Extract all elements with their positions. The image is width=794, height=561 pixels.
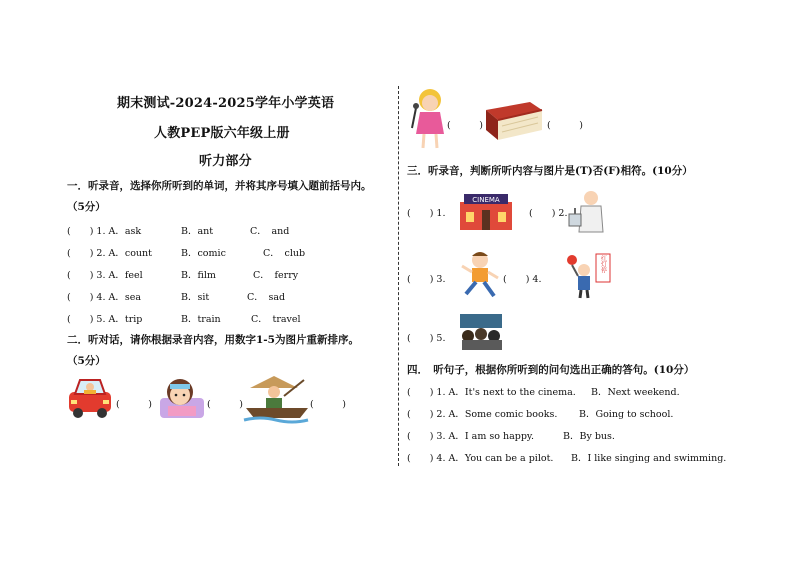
- s3-item-4: ( ) 4.: [503, 274, 542, 285]
- s1-q3-option-a: ( ) 3. A．feel: [67, 270, 143, 281]
- s1-q5-option-b: B．train: [181, 314, 221, 325]
- singing-girl-picture: [410, 88, 446, 150]
- s4-q2-option-b: B．Going to school.: [579, 409, 674, 420]
- exam-part-title: 听力部分: [199, 154, 252, 169]
- s1-q1-option-a: ( ) 1. A．ask: [67, 226, 142, 237]
- s1-q4-option-b: B．sit: [181, 292, 210, 303]
- people-watching-film-picture: [458, 312, 504, 352]
- section3-heading: 三．听录音，判断所听内容与图片是(T)否(F)相符。(10分）: [407, 165, 693, 177]
- running-boy-picture: [458, 250, 502, 300]
- dictionary-book-picture: [482, 100, 544, 142]
- cinema-sign-text: CINEMA: [472, 196, 500, 204]
- s1-q3-option-b: B．film: [181, 270, 216, 281]
- s3-item-2: ( ) 2.: [529, 208, 568, 219]
- s4-q4-option-b: B．I like singing and swimming.: [571, 453, 727, 464]
- s1-q2-option-c: C． club: [263, 248, 306, 259]
- exam-title: 期末测试-2024-2025学年小学英语: [117, 96, 335, 111]
- scientist-doctor-picture: [567, 188, 607, 234]
- s1-q4-option-a: ( ) 4. A．sea: [67, 292, 142, 303]
- s2-blank-5[interactable]: ( ): [547, 120, 583, 131]
- s2-blank-1[interactable]: ( ): [116, 399, 152, 410]
- traffic-stop-boy-picture: [566, 252, 612, 298]
- s3-item-1: ( ) 1.: [407, 208, 446, 219]
- section2-points: （5分）: [67, 355, 106, 367]
- s3-item-3: ( ) 3.: [407, 274, 446, 285]
- column-divider: [398, 86, 399, 466]
- s1-q5-option-a: ( ) 5. A．trip: [67, 314, 143, 325]
- sick-girl-in-bed-picture: [158, 374, 206, 420]
- section1-heading: 一．听录音，选择你所听到的单词，并将其序号填入题前括号内。: [67, 180, 372, 192]
- s1-q1-option-c: C． and: [250, 226, 290, 237]
- s3-item-5: ( ) 5.: [407, 333, 446, 344]
- s4-q2-option-a: ( ) 2. A．Some comic books.: [407, 409, 558, 420]
- section1-points: （5分）: [67, 201, 106, 213]
- s2-blank-3[interactable]: ( ): [310, 399, 346, 410]
- s1-q4-option-c: C． sad: [247, 292, 286, 303]
- s4-q3-option-b: B．By bus.: [563, 431, 615, 442]
- boat-fisherman-picture: [244, 372, 310, 424]
- section4-heading: 四． 听句子，根据你所听到的问句选出正确的答句。(10分）: [407, 364, 695, 376]
- s1-q2-option-b: B．comic: [181, 248, 226, 259]
- s4-q3-option-a: ( ) 3. A．I am so happy.: [407, 431, 535, 442]
- s1-q5-option-c: C． travel: [251, 314, 301, 325]
- cinema-building-picture: [458, 188, 514, 232]
- s4-q1-option-a: ( ) 1. A．It's next to the cinema.: [407, 387, 576, 398]
- s2-blank-2[interactable]: ( ): [207, 399, 243, 410]
- s4-q1-option-b: B．Next weekend.: [591, 387, 680, 398]
- red-light-sign-text: 红灯停: [599, 255, 607, 273]
- s1-q2-option-a: ( ) 2. A．count: [67, 248, 152, 259]
- section2-heading: 二．听对话，请你根据录音内容，用数字1-5为图片重新排序。: [67, 334, 359, 346]
- s1-q3-option-c: C． ferry: [253, 270, 299, 281]
- s4-q4-option-a: ( ) 4. A．You can be a pilot.: [407, 453, 554, 464]
- car-driver-picture: [67, 376, 113, 420]
- s2-blank-4[interactable]: ( ): [447, 120, 483, 131]
- exam-subtitle: 人教PEP版六年级上册: [154, 126, 290, 141]
- s1-q1-option-b: B．ant: [181, 226, 214, 237]
